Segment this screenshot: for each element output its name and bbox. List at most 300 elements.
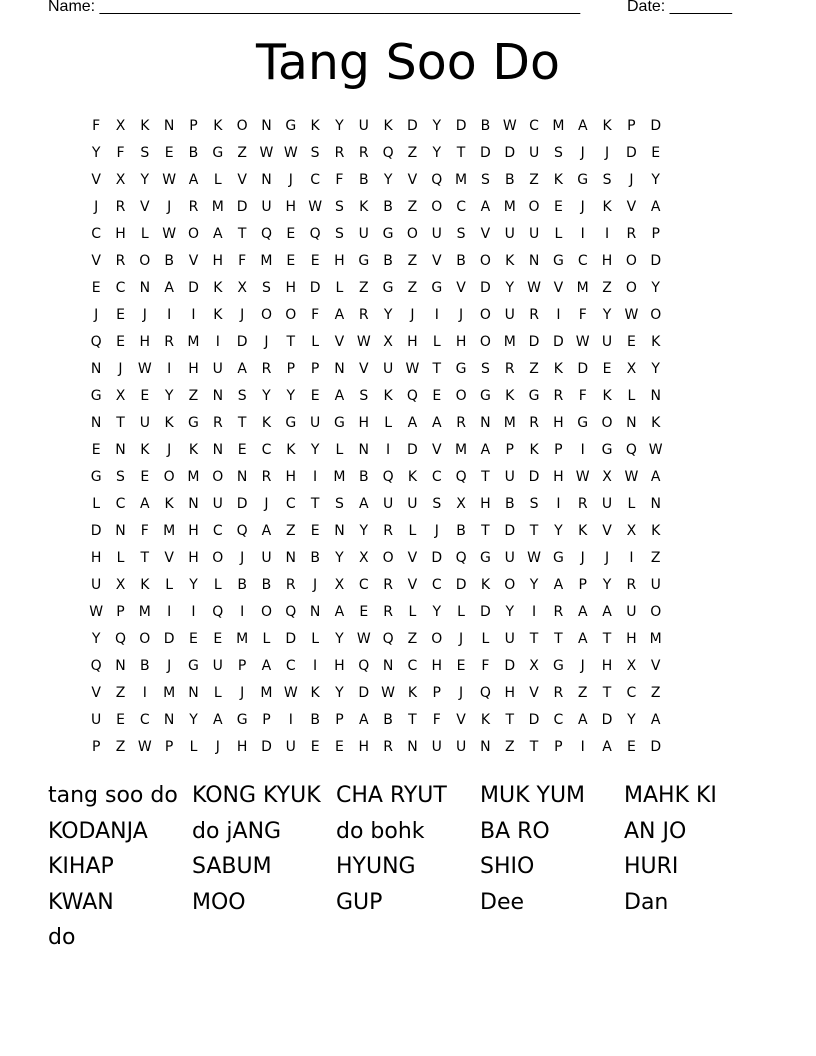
grid-letter: L (627, 496, 636, 512)
grid-letter: Y (335, 550, 344, 566)
word-list-item: MUK YUM (480, 783, 586, 808)
grid-letter: I (556, 496, 561, 512)
grid-letter: C (626, 685, 637, 701)
grid-letter: G (552, 658, 564, 674)
grid-letter: T (529, 631, 539, 647)
grid-row (84, 491, 741, 518)
grid-letter: B (504, 496, 515, 512)
grid-letter: F (335, 172, 344, 188)
grid-letter: V (553, 280, 564, 296)
grid-letter: E (237, 442, 247, 458)
grid-letter: U (358, 226, 369, 242)
grid-letter: U (626, 604, 637, 620)
grid-letter: U (91, 577, 102, 593)
grid-letter: D (528, 712, 540, 728)
grid-letter: L (92, 496, 101, 512)
grid-row (84, 707, 741, 734)
grid-letter: J (118, 361, 123, 377)
word-list-item: AN JO (624, 818, 687, 844)
grid-letter: L (311, 631, 320, 647)
word-list-item: KWAN (48, 889, 114, 915)
grid-letter: V (602, 523, 612, 539)
grid-letter: P (432, 685, 441, 701)
grid-letter: Y (651, 361, 660, 377)
grid-letter: C (456, 199, 466, 215)
grid-letter: J (94, 199, 99, 215)
grid-letter: V (164, 550, 174, 566)
grid-letter: D (480, 280, 491, 296)
grid-letter: J (94, 307, 99, 323)
grid-letter: Y (359, 523, 369, 539)
grid-letter: L (335, 280, 344, 296)
grid-letter: A (650, 712, 661, 728)
grid-letter: U (309, 415, 321, 431)
grid-letter: I (240, 604, 245, 620)
grid-letter: R (285, 577, 296, 593)
grid-letter: L (432, 334, 441, 350)
grid-letter: G (479, 550, 491, 566)
grid-letter: K (602, 199, 612, 215)
grid-letter: Q (114, 631, 126, 647)
word-list-item: KONG KYUK (192, 783, 321, 808)
grid-letter: A (358, 496, 369, 512)
grid-letter: U (212, 496, 223, 512)
grid-letter: J (459, 307, 464, 323)
grid-letter: I (313, 469, 318, 485)
grid-letter: I (191, 604, 196, 620)
grid-letter: D (480, 145, 491, 161)
grid-letter: V (140, 199, 150, 215)
grid-letter: Y (432, 604, 442, 620)
grid-letter: K (140, 118, 150, 134)
grid-letter: B (456, 523, 466, 539)
grid-letter: H (285, 280, 297, 296)
grid-letter: K (651, 523, 661, 539)
grid-letter: W (381, 685, 396, 701)
grid-letter: L (262, 631, 271, 647)
grid-letter: W (648, 442, 663, 458)
grid-letter: A (553, 577, 564, 593)
grid-letter: N (382, 658, 394, 674)
grid-letter: W (356, 631, 371, 647)
grid-letter: T (286, 334, 296, 350)
grid-letter: G (577, 172, 589, 188)
grid-letter: E (553, 199, 563, 215)
grid-letter: H (139, 334, 151, 350)
grid-letter: I (167, 604, 172, 620)
grid-letter: N (285, 550, 297, 566)
grid-letter: F (578, 388, 587, 404)
grid-letter: W (356, 334, 371, 350)
grid-letter: G (382, 226, 394, 242)
grid-letter: F (238, 253, 247, 269)
grid-letter: I (604, 226, 610, 242)
grid-letter: Y (310, 442, 320, 458)
grid-letter: M (503, 199, 516, 215)
grid-letter: G (431, 280, 443, 296)
grid-letter: O (479, 307, 491, 323)
grid-letter: Z (504, 739, 515, 755)
grid-letter: Q (455, 550, 467, 566)
grid-letter: N (650, 496, 661, 512)
grid-letter: P (310, 361, 320, 377)
grid-letter: U (91, 712, 102, 728)
grid-letter: Y (91, 631, 101, 647)
grid-letter: K (553, 172, 563, 188)
grid-letter: H (358, 415, 370, 431)
grid-letter: K (529, 442, 539, 458)
grid-letter: J (215, 739, 220, 755)
grid-letter: E (213, 631, 223, 647)
grid-letter: Q (382, 145, 394, 161)
grid-letter: J (459, 685, 464, 701)
grid-letter: J (167, 442, 172, 458)
grid-letter: D (504, 145, 516, 161)
grid-letter: O (479, 334, 491, 350)
grid-letter: D (650, 739, 662, 755)
grid-letter: J (604, 145, 610, 161)
grid-letter: V (334, 334, 345, 350)
grid-letter: K (310, 118, 320, 134)
grid-letter: A (334, 388, 345, 404)
grid-letter: V (650, 658, 661, 674)
grid-letter: J (167, 658, 172, 674)
grid-letter: Q (309, 226, 321, 242)
grid-letter: J (264, 334, 269, 350)
grid-letter: P (164, 739, 174, 755)
grid-letter: S (480, 361, 490, 377)
grid-letter: K (651, 415, 661, 431)
grid-letter: D (455, 577, 467, 593)
grid-letter: R (577, 496, 588, 512)
grid-letter: J (240, 685, 245, 701)
grid-letter: Z (407, 280, 418, 296)
grid-letter: Q (285, 604, 297, 620)
grid-letter: J (629, 172, 634, 188)
grid-letter: N (115, 658, 126, 674)
grid-letter: Y (335, 685, 344, 701)
grid-letter: D (358, 685, 370, 701)
grid-letter: A (213, 712, 223, 728)
grid-letter: N (90, 415, 102, 431)
grid-letter: C (358, 577, 369, 593)
grid-letter: I (167, 307, 172, 323)
grid-letter: K (213, 280, 223, 296)
grid-letter: E (116, 712, 125, 728)
grid-letter: T (408, 712, 417, 728)
grid-letter: D (163, 631, 175, 647)
grid-letter: X (602, 469, 612, 485)
grid-letter: J (459, 631, 464, 647)
grid-letter: W (502, 118, 517, 134)
grid-letter: N (236, 469, 248, 485)
grid-letter: A (261, 658, 272, 674)
grid-letter: D (650, 118, 662, 134)
grid-letter: N (163, 118, 175, 134)
grid-row (84, 221, 741, 248)
grid-letter: H (358, 739, 370, 755)
grid-letter: K (164, 415, 174, 431)
grid-letter: I (167, 361, 172, 377)
grid-letter: Y (529, 577, 539, 593)
grid-letter: V (529, 685, 539, 701)
grid-letter: I (580, 442, 585, 458)
grid-letter: A (480, 199, 491, 215)
grid-letter: C (407, 658, 418, 674)
grid-letter: G (382, 280, 394, 296)
grid-letter: H (431, 658, 443, 674)
grid-letter: O (650, 307, 662, 323)
word-list-item: SHIO (480, 854, 535, 879)
grid-letter: E (91, 280, 101, 296)
grid-letter: D (553, 334, 564, 350)
grid-letter: W (527, 280, 541, 296)
grid-letter: F (140, 523, 149, 539)
grid-letter: T (237, 226, 247, 242)
grid-row (84, 356, 741, 383)
grid-letter: B (383, 253, 393, 269)
grid-letter: A (650, 469, 661, 485)
grid-letter: C (529, 118, 539, 134)
grid-letter: M (260, 685, 273, 701)
grid-letter: R (115, 199, 126, 215)
grid-letter: Y (602, 307, 612, 323)
grid-letter: K (383, 388, 393, 404)
grid-letter: Y (651, 172, 660, 188)
grid-letter: T (554, 631, 563, 647)
grid-letter: K (213, 307, 223, 323)
grid-letter: K (602, 388, 612, 404)
grid-letter: Y (432, 118, 442, 134)
grid-letter: Z (358, 280, 369, 296)
grid-letter: W (575, 334, 590, 350)
grid-letter: E (626, 334, 636, 350)
grid-letter: H (334, 658, 345, 674)
grid-letter: G (479, 388, 491, 404)
grid-letter: F (92, 118, 101, 134)
grid-letter: K (359, 199, 369, 215)
grid-letter: D (407, 118, 418, 134)
grid-letter: L (213, 172, 222, 188)
grid-letter: U (285, 739, 296, 755)
grid-letter: U (528, 226, 540, 242)
grid-letter: X (115, 118, 126, 134)
grid-letter: V (407, 577, 418, 593)
grid-row (84, 653, 741, 680)
grid-letter: O (187, 226, 199, 242)
grid-letter: U (504, 550, 515, 566)
grid-letter: U (212, 361, 223, 377)
grid-letter: Z (407, 631, 418, 647)
grid-letter: S (237, 388, 247, 404)
grid-letter: Y (432, 145, 442, 161)
grid-letter: U (504, 307, 515, 323)
grid-letter: M (187, 334, 200, 350)
grid-letter: R (504, 361, 515, 377)
grid-letter: O (212, 469, 224, 485)
grid-letter: U (431, 739, 442, 755)
grid-letter: H (285, 199, 297, 215)
grid-letter: V (407, 172, 418, 188)
grid-letter: E (602, 361, 612, 377)
grid-letter: Z (237, 145, 247, 161)
grid-letter: I (580, 226, 585, 242)
grid-row (84, 383, 741, 410)
grid-letter: O (212, 550, 224, 566)
grid-row (84, 167, 741, 194)
grid-letter: M (576, 280, 589, 296)
grid-letter: B (237, 577, 247, 593)
grid-letter: C (115, 496, 126, 512)
grid-letter: Y (335, 631, 344, 647)
grid-letter: B (383, 199, 393, 215)
grid-letter: R (529, 307, 539, 323)
grid-letter: K (213, 118, 223, 134)
grid-letter: B (310, 550, 320, 566)
grid-letter: Q (260, 226, 272, 242)
grid-letter: E (651, 145, 661, 161)
grid-letter: K (505, 253, 515, 269)
grid-letter: U (382, 496, 394, 512)
grid-letter: E (310, 388, 320, 404)
grid-letter: O (601, 415, 613, 431)
grid-letter: D (504, 658, 516, 674)
word-list-item: CHA RYUT (336, 783, 447, 808)
grid-letter: W (89, 604, 104, 620)
grid-letter: D (407, 442, 418, 458)
grid-letter: E (286, 253, 296, 269)
grid-letter: S (456, 226, 466, 242)
grid-letter: D (455, 118, 467, 134)
grid-letter: Y (627, 712, 636, 728)
grid-letter: I (532, 604, 537, 620)
grid-letter: U (212, 658, 223, 674)
grid-letter: M (503, 334, 516, 350)
grid-row (84, 680, 741, 707)
grid-letter: G (577, 415, 589, 431)
grid-letter: O (406, 226, 418, 242)
grid-letter: H (188, 550, 199, 566)
grid-letter: D (236, 199, 248, 215)
grid-letter: G (236, 712, 248, 728)
grid-letter: N (139, 280, 151, 296)
grid-letter: K (480, 712, 490, 728)
grid-row (84, 626, 741, 653)
grid-letter: P (286, 361, 296, 377)
grid-row (84, 329, 741, 356)
grid-letter: V (431, 442, 442, 458)
grid-letter: G (90, 388, 102, 404)
grid-letter: J (240, 550, 245, 566)
grid-row (84, 302, 741, 329)
grid-letter: T (481, 469, 490, 485)
word-list-item: HYUNG (336, 854, 416, 879)
grid-letter: M (333, 469, 346, 485)
grid-letter: C (431, 469, 442, 485)
grid-letter: O (528, 199, 540, 215)
grid-letter: W (137, 361, 152, 377)
grid-letter: Y (262, 388, 271, 404)
grid-letter: P (578, 577, 587, 593)
grid-letter: O (260, 604, 272, 620)
grid-letter: Z (285, 523, 296, 539)
worksheet-header (48, 0, 748, 20)
grid-letter: P (651, 226, 660, 242)
grid-letter: R (334, 145, 345, 161)
grid-letter: M (455, 172, 468, 188)
grid-letter: H (504, 685, 515, 701)
grid-letter: S (116, 469, 125, 485)
grid-letter: A (602, 739, 612, 755)
grid-letter: R (358, 145, 369, 161)
grid-letter: X (529, 658, 539, 674)
grid-letter: A (334, 307, 345, 323)
grid-letter: R (383, 523, 393, 539)
grid-letter: E (140, 388, 150, 404)
grid-letter: I (142, 685, 147, 701)
grid-letter: G (455, 361, 467, 377)
grid-letter: Q (406, 388, 418, 404)
grid-letter: W (162, 172, 177, 188)
grid-letter: C (310, 172, 320, 188)
grid-letter: Q (625, 442, 637, 458)
grid-letter: H (601, 658, 613, 674)
grid-letter: B (504, 172, 515, 188)
grid-letter: V (91, 685, 101, 701)
grid-letter: K (505, 388, 515, 404)
grid-letter: O (139, 253, 151, 269)
grid-letter: A (407, 415, 418, 431)
grid-letter: U (407, 496, 418, 512)
grid-letter: K (407, 469, 418, 485)
grid-letter: X (115, 388, 126, 404)
grid-letter: L (408, 523, 417, 539)
grid-letter: O (139, 631, 151, 647)
grid-letter: C (285, 496, 296, 512)
grid-letter: E (626, 739, 636, 755)
grid-letter: N (212, 442, 224, 458)
grid-letter: K (578, 523, 588, 539)
grid-letter: H (236, 739, 248, 755)
grid-letter: A (577, 631, 588, 647)
grid-letter: D (188, 280, 199, 296)
grid-letter: N (650, 388, 661, 404)
grid-letter: H (626, 631, 637, 647)
grid-letter: R (626, 577, 637, 593)
grid-letter: I (580, 739, 585, 755)
grid-letter: N (188, 685, 199, 701)
grid-letter: N (163, 712, 175, 728)
grid-letter: P (116, 604, 125, 620)
grid-letter: N (528, 253, 540, 269)
grid-letter: D (528, 469, 540, 485)
grid-letter: Q (431, 172, 443, 188)
grid-letter: O (431, 199, 443, 215)
grid-letter: P (335, 712, 344, 728)
grid-letter: F (481, 658, 490, 674)
grid-letter: R (212, 415, 223, 431)
grid-letter: D (309, 280, 321, 296)
grid-letter: W (405, 361, 420, 377)
grid-letter: F (578, 307, 587, 323)
grid-letter: D (236, 334, 248, 350)
grid-letter: O (431, 631, 443, 647)
grid-letter: Z (407, 145, 418, 161)
grid-letter: L (408, 604, 417, 620)
grid-letter: Y (286, 388, 296, 404)
grid-letter: P (627, 118, 636, 134)
grid-letter: G (334, 415, 345, 431)
